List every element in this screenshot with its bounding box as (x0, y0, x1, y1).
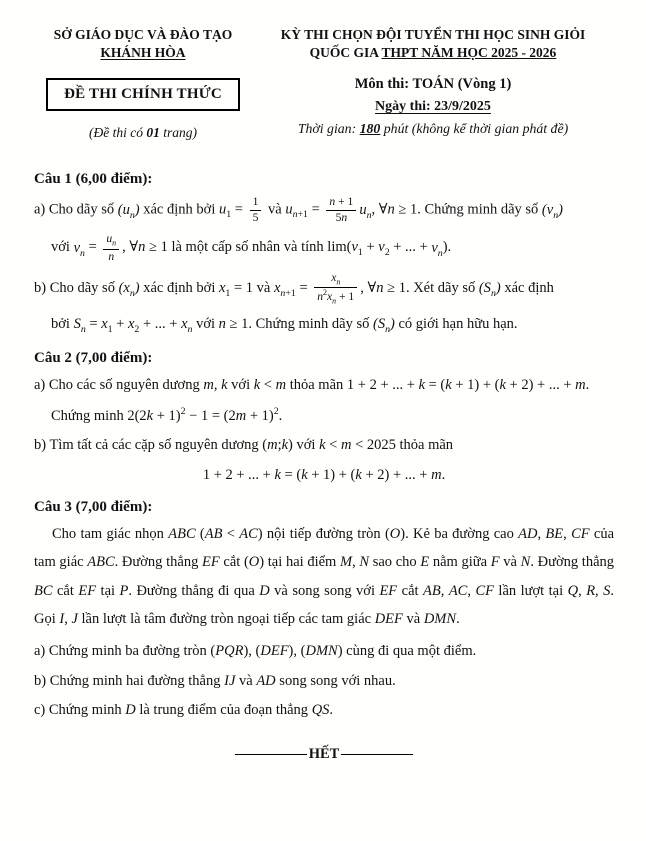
header-right-column (252, 26, 614, 137)
question-3-heading: Câu 3 (7,00 điểm): (34, 499, 153, 516)
exam-duration-line: Thời gian: 180 phút (không kể thời gian phát đề) (297, 121, 569, 137)
end-rule-right (341, 754, 413, 755)
official-exam-box (34, 62, 252, 111)
exam-header (34, 26, 614, 141)
question-2-heading: Câu 2 (7,00 điểm): (34, 350, 153, 367)
question-3 (34, 499, 614, 721)
question-3-part-c: c) Chứng minh D là trung điểm của đoạn thẳng QS. (34, 702, 334, 719)
question-1-part-a-line-2: với $v_n$ = $\frac{u_n}{n}$ , ∀n ≥ 1 là một cấp số nhân và tính $\lim(v_1 + v_2$ + ... + $v_n$). (51, 232, 452, 263)
official-exam-label: ĐỀ THI CHÍNH THỨC (46, 78, 240, 111)
question-2-part-b-equation: 1 + 2 + ... + k = (k + 1) + (k + 2) + ... + m. (202, 466, 446, 483)
question-1 (34, 171, 614, 337)
department-name: SỞ GIÁO DỤC VÀ ĐÀO TẠO (53, 27, 233, 42)
subject-line: Môn thi: TOÁN (Vòng 1) (354, 76, 512, 93)
exam-title-line2: QUỐC GIA THPT NĂM HỌC 2025 - 2026 (309, 45, 557, 61)
question-1-part-b-line-2: bởi $S_n = x_1 + x_2$ + ... + $x_n$ với n ≥ 1. Chứng minh dãy số $(S_n)$ có giới hạn hữu hạn. (51, 316, 518, 336)
exam-body (34, 171, 614, 721)
question-1-part-b-line-1: b) Cho dãy số $(x_n)$ xác định bởi $x_1 = 1$ và $x_{n+1}$ = $\frac{x_n}{n^2x_n + 1}$ , ∀n ≥ 1. Xét dãy số $(S_n)$ xác định (34, 271, 554, 306)
question-2-part-a-line-2: Chứng minh $2(2k + 1)^2 - 1 = (2m + 1)^2$. (51, 405, 283, 424)
page-count-note: (Đề thi có 01 trang) (89, 125, 197, 141)
end-label: HẾT (308, 745, 340, 762)
exam-date-line: Ngày thi: 23/9/2025 (375, 99, 491, 115)
end-of-exam-marker (34, 746, 614, 763)
question-3-intro-paragraph: Cho tam giác nhọn ABC (AB < AC) nội tiếp đường tròn (O). Kẻ ba đường cao AD, BE, CF của tam giác ABC. Đường thẳng EF cắt (O) tại hai điểm M, N sao cho E nằm giữa F và N. Đường thẳng BC cắt EF tại P. Đường thẳng đi qua D và song song với EF cắt AB, AC, CF lần lượt tại Q, R, S. Gọi I, J lần lượt là tâm đường tròn ngoại tiếp các tam giác DEF và DMN. (34, 526, 615, 627)
question-2 (34, 350, 614, 486)
question-2-part-a-line-1: a) Cho các số nguyên dương m, k với k < m thỏa mãn 1 + 2 + ... + k = (k + 1) + (k + 2) + ... + m. (34, 377, 590, 394)
question-3-part-b: b) Chứng minh hai đường thẳng IJ và AD song song với nhau. (34, 672, 396, 689)
header-left-column (34, 26, 252, 141)
question-2-part-b-line-1: b) Tìm tất cả các cặp số nguyên dương (m;k) với k < m < 2025 thỏa mãn (34, 437, 454, 454)
end-rule-left (235, 754, 307, 755)
exam-title-line1: KỲ THI CHỌN ĐỘI TUYỂN THI HỌC SINH GIỎI (280, 27, 586, 42)
province-name: KHÁNH HÒA (100, 45, 186, 61)
question-3-part-a: a) Chứng minh ba đường tròn (PQR), (DEF), (DMN) cùng đi qua một điểm. (34, 643, 477, 660)
question-1-heading: Câu 1 (6,00 điểm): (34, 171, 153, 188)
question-1-part-a-line-1: a) Cho dãy số $(u_n)$ xác định bởi $u_1$ = $\frac{1}{5}$ và $u_{n+1}$ = $\frac{n + 1}{5n}$ $u_n$, ∀n ≥ 1. Chứng minh dãy số $(v_n)$ (34, 195, 563, 224)
